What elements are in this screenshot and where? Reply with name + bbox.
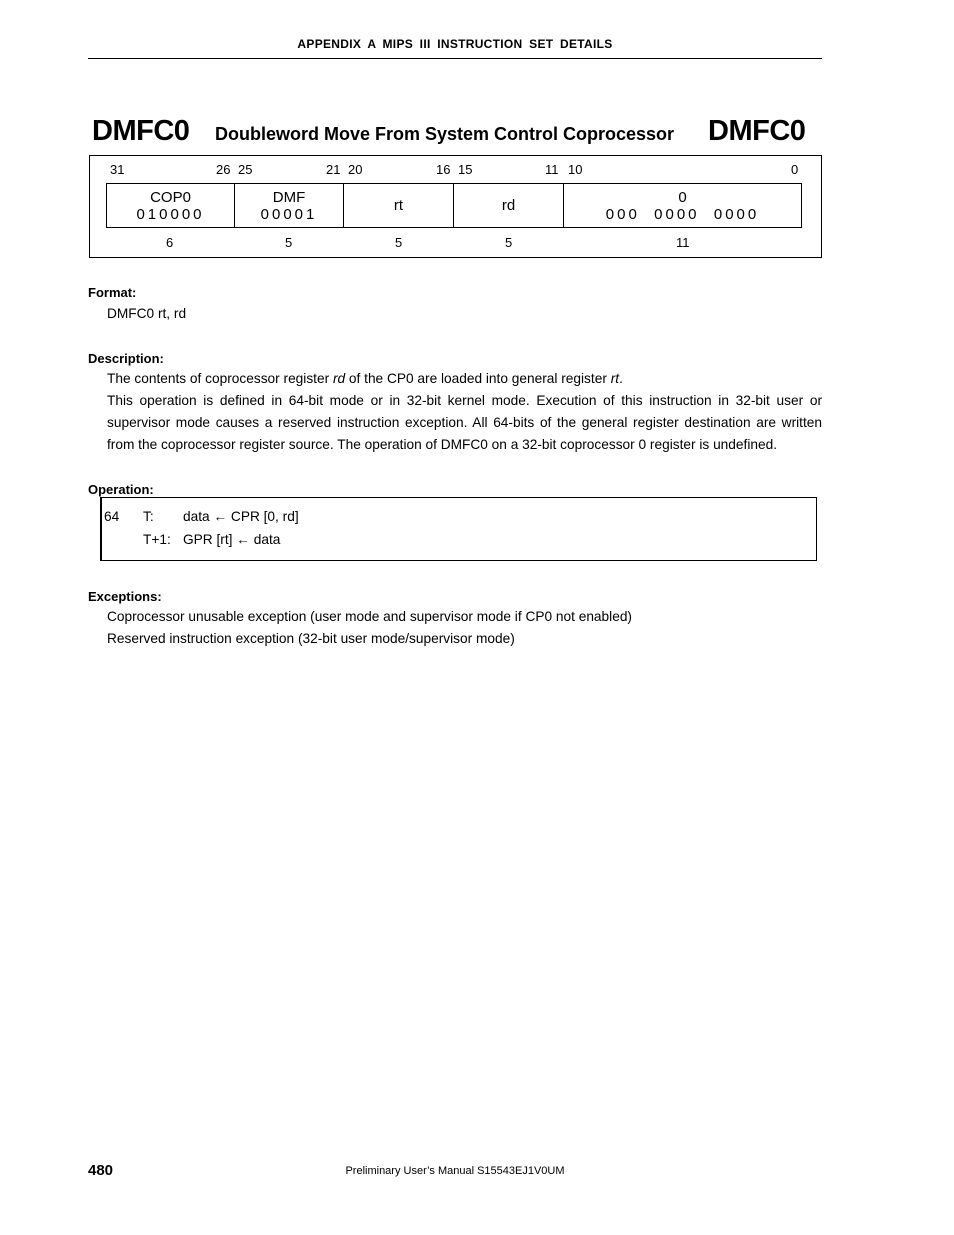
field-cop0 bbox=[106, 183, 235, 228]
bit-position: 0 bbox=[791, 162, 799, 177]
operation-box bbox=[100, 497, 817, 561]
field-rt bbox=[343, 183, 454, 228]
description-body bbox=[107, 368, 822, 456]
bit-position: 16 bbox=[436, 162, 451, 177]
description-paragraph-2: This operation is defined in 64-bit mode or in 32-bit kernel mode. Execution of this instruction in 32-bit user or supervisor mode causes a reserved instruction exception. All 64-bits of the general register destination are written from the coprocessor register source. The operation of DMFC0 on a 32-bit coprocessor 0 register is undefined. bbox=[107, 393, 822, 452]
format-syntax: DMFC0 rt, rd bbox=[107, 306, 187, 321]
field-dmf bbox=[234, 183, 344, 228]
instruction-full-name: Doubleword Move From System Control Coprocessor bbox=[215, 124, 675, 144]
header-rule bbox=[88, 58, 822, 59]
operation-action: GPR [rt] ← data bbox=[183, 532, 281, 547]
operation-action: data ← CPR [0, rd] bbox=[183, 509, 299, 524]
description-heading: Description: bbox=[88, 351, 164, 366]
field-zero bbox=[563, 183, 802, 228]
exception-item: Reserved instruction exception (32-bit user mode/supervisor mode) bbox=[107, 631, 515, 646]
register-rd: rd bbox=[332, 371, 346, 386]
field-name: 0 bbox=[678, 189, 687, 206]
instruction-mnemonic-right: DMFC0 bbox=[708, 115, 806, 147]
field-width: 11 bbox=[676, 235, 690, 250]
field-width: 5 bbox=[395, 235, 403, 250]
operation-time: T+1: bbox=[143, 532, 171, 547]
exception-item: Coprocessor unusable exception (user mode and supervisor mode if CP0 not enabled) bbox=[107, 609, 632, 624]
exceptions-heading: Exceptions: bbox=[88, 589, 162, 604]
bit-position: 11 bbox=[545, 162, 559, 177]
field-value: 010000 bbox=[136, 206, 205, 223]
footer-manual-title: Preliminary User’s Manual S15543EJ1V0UM bbox=[345, 1165, 565, 1177]
operation-time: T: bbox=[143, 509, 154, 524]
format-heading: Format: bbox=[88, 285, 137, 300]
running-header: APPENDIX A MIPS III INSTRUCTION SET DETAILS bbox=[297, 37, 613, 51]
instruction-mnemonic-left: DMFC0 bbox=[92, 115, 190, 147]
register-rt: rt bbox=[610, 371, 620, 386]
page-number: 480 bbox=[88, 1162, 114, 1179]
operation-mode: 64 bbox=[104, 509, 120, 524]
bit-position: 25 bbox=[238, 162, 253, 177]
field-name: rt bbox=[393, 197, 404, 214]
field-width: 6 bbox=[166, 235, 174, 250]
description-line-1: The contents of coprocessor register rd of the CP0 are loaded into general register rt. bbox=[107, 371, 623, 386]
bit-position: 20 bbox=[348, 162, 363, 177]
field-width: 5 bbox=[285, 235, 293, 250]
bit-position: 21 bbox=[326, 162, 341, 177]
bit-position: 15 bbox=[458, 162, 473, 177]
operation-heading: Operation: bbox=[88, 482, 154, 497]
field-name: DMF bbox=[272, 189, 306, 206]
bit-position: 10 bbox=[568, 162, 583, 177]
field-name: COP0 bbox=[150, 189, 191, 206]
field-value: 00001 bbox=[260, 206, 318, 223]
field-name: rd bbox=[501, 197, 516, 214]
bit-position: 26 bbox=[216, 162, 231, 177]
field-value: 000 0000 0000 bbox=[605, 206, 760, 223]
field-rd bbox=[453, 183, 564, 228]
bit-position: 31 bbox=[110, 162, 125, 177]
field-width: 5 bbox=[505, 235, 513, 250]
